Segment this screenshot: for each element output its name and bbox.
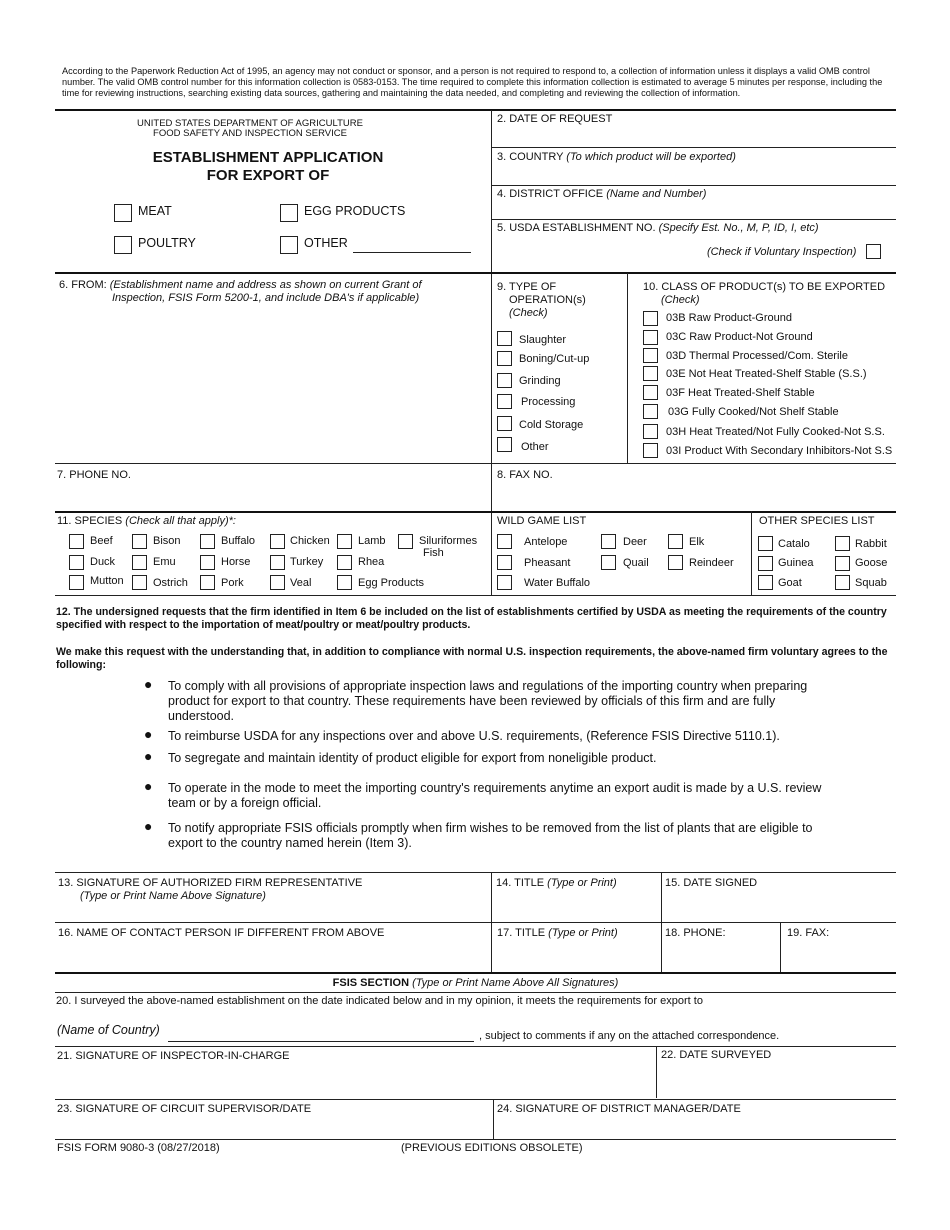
divider-23-24 <box>493 1099 494 1139</box>
divider-18-19 <box>780 922 781 972</box>
wild-pheasant-label: Pheasant <box>524 557 571 569</box>
species-buffalo-label: Buffalo <box>221 535 256 547</box>
rule-2 <box>491 147 896 148</box>
rule-13 <box>55 872 896 873</box>
rule-bottom <box>55 1139 896 1140</box>
page-title: ESTABLISHMENT APPLICATION FOR EXPORT OF <box>152 149 384 184</box>
species-duck-checkbox[interactable] <box>69 555 84 570</box>
species-siluriformes-label: Siluriformes <box>419 535 478 547</box>
date-surveyed-label: 22. DATE SURVEYED <box>661 1049 772 1061</box>
rule-4 <box>491 219 896 220</box>
agency-name: UNITED STATES DEPARTMENT OF AGRICULTURE FOOD SAFETY AND INSPECTION SERVICE <box>137 118 363 139</box>
product-class-heading: 10. CLASS OF PRODUCT(s) TO BE EXPORTED (Check) <box>643 281 886 306</box>
operation-heading: 9. TYPE OF OPERATION(s) (Check) <box>497 281 586 319</box>
rule-7 <box>55 463 896 464</box>
class-03d-checkbox[interactable] <box>643 348 658 363</box>
species-lamb-checkbox[interactable] <box>337 534 352 549</box>
other-catalo-label: Catalo <box>778 538 810 550</box>
class-03c-label: 03C Raw Product-Not Ground <box>666 331 813 343</box>
establishment-no-label: 5. USDA ESTABLISHMENT NO. (Specify Est. No., M, P, ID, I, etc) <box>497 222 819 234</box>
other-goat-label: Goat <box>778 577 802 589</box>
wild-game-heading: WILD GAME LIST <box>497 515 587 527</box>
other-catalo-checkbox[interactable] <box>758 536 773 551</box>
circuit-supervisor-label: 23. SIGNATURE OF CIRCUIT SUPERVISOR/DATE <box>57 1103 312 1115</box>
divider-21-22 <box>656 1046 657 1098</box>
other-rabbit-checkbox[interactable] <box>835 536 850 551</box>
title-17-label: 17. TITLE (Type or Print) <box>497 927 618 939</box>
rule-21 <box>55 1046 896 1047</box>
poultry-checkbox[interactable] <box>114 236 132 254</box>
species-bison-label: Bison <box>153 535 181 547</box>
divider-9-10 <box>627 273 628 463</box>
species-chicken-label: Chicken <box>290 535 330 547</box>
bullet-5: ● To notify appropriate FSIS officials promptly when firm wishes to be removed from the list of plants that are eligible to export to the country named herein (Item 3). <box>144 818 813 850</box>
species-horse-label: Horse <box>221 556 251 568</box>
class-03h-label: 03H Heat Treated/Not Fully Cooked-Not S.S. <box>666 426 885 438</box>
species-duck-label: Duck <box>90 556 116 568</box>
species-emu-checkbox[interactable] <box>132 555 147 570</box>
divider-7-8 <box>491 463 492 595</box>
op-grinding-label: Grinding <box>519 375 561 387</box>
statement-12: 12. The undersigned requests that the firm identified in Item 6 be included on the list of establishments certified by USDA as meeting the requirements of the country specified with respect to the importation of meat/poultry or meat/poultry products. <box>56 606 887 631</box>
class-03e-label: 03E Not Heat Treated-Shelf Stable (S.S.) <box>666 368 867 380</box>
class-03h-checkbox[interactable] <box>643 424 658 439</box>
species-beef-label: Beef <box>90 535 113 547</box>
species-lamb-label: Lamb <box>358 535 386 547</box>
phone-18-label: 18. PHONE: <box>665 927 726 939</box>
species-emu-label: Emu <box>153 556 176 568</box>
bullet-icon: ● <box>144 778 153 794</box>
form-number: FSIS FORM 9080-3 (08/27/2018) <box>57 1142 220 1154</box>
fsis-section-heading: FSIS SECTION (Type or Print Name Above All Signatures) <box>332 977 619 989</box>
bullet-icon: ● <box>144 676 153 692</box>
rule-20 <box>55 992 896 993</box>
rule-23 <box>55 1099 896 1100</box>
other-guinea-checkbox[interactable] <box>758 556 773 571</box>
species-egg-products-checkbox[interactable] <box>337 575 352 590</box>
class-03f-label: 03F Heat Treated-Shelf Stable <box>666 387 815 399</box>
top-rule <box>55 109 896 111</box>
other-squab-label: Squab <box>855 577 887 589</box>
bullet-icon: ● <box>144 748 153 764</box>
species-buffalo-checkbox[interactable] <box>200 534 215 549</box>
species-veal-label: Veal <box>290 577 312 589</box>
from-note: Inspection, FSIS Form 5200-1, and include DBA's if applicable) <box>112 292 420 304</box>
class-03g-checkbox[interactable] <box>643 404 658 419</box>
species-beef-checkbox[interactable] <box>69 534 84 549</box>
species-bison-checkbox[interactable] <box>132 534 147 549</box>
rule-end-species <box>55 595 896 596</box>
fax-19-label: 19. FAX: <box>787 927 830 939</box>
species-ostrich-checkbox[interactable] <box>132 575 147 590</box>
op-boning-checkbox[interactable] <box>497 351 512 366</box>
wild-elk-label: Elk <box>689 536 705 548</box>
op-processing-label: Processing <box>521 396 576 408</box>
wild-deer-checkbox[interactable] <box>601 534 616 549</box>
op-processing-checkbox[interactable] <box>497 394 512 409</box>
center-divider <box>491 110 492 467</box>
authorized-signature-label: 13. SIGNATURE OF AUTHORIZED FIRM REPRESENTATIVE <box>58 877 363 889</box>
species-rhea-label: Rhea <box>358 556 385 568</box>
op-other-checkbox[interactable] <box>497 437 512 452</box>
bullet-4: ● To operate in the mode to meet the importing country's requirements anytime an export audit is made by a U.S. review team or by a foreign official. <box>144 778 822 810</box>
class-03b-checkbox[interactable] <box>643 311 658 326</box>
wild-water-buffalo-label: Water Buffalo <box>524 577 591 589</box>
contact-person-label: 16. NAME OF CONTACT PERSON IF DIFFERENT FROM ABOVE <box>58 927 385 939</box>
rule-species <box>55 511 896 513</box>
class-03g-label: 03G Fully Cooked/Not Shelf Stable <box>668 406 839 418</box>
op-cold-storage-label: Cold Storage <box>519 419 584 431</box>
from-label: 6. FROM: (Establishment name and address as shown on current Grant of <box>59 279 422 291</box>
title-14-label: 14. TITLE (Type or Print) <box>496 877 617 889</box>
wild-antelope-label: Antelope <box>524 536 568 548</box>
bullet-icon: ● <box>144 818 153 834</box>
op-slaughter-checkbox[interactable] <box>497 331 512 346</box>
species-ostrich-label: Ostrich <box>153 577 188 589</box>
wild-reindeer-label: Reindeer <box>689 557 734 569</box>
species-siluriformes-checkbox[interactable] <box>398 534 413 549</box>
poultry-label: POULTRY <box>138 236 196 250</box>
species-fish-label: Fish <box>423 547 444 559</box>
statement-agree: We make this request with the understanding that, in addition to compliance with normal U.S. inspection requirements, the above-named firm voluntary agrees to the following: <box>56 646 888 671</box>
wild-water-buffalo-checkbox[interactable] <box>497 575 512 590</box>
wild-quail-checkbox[interactable] <box>601 555 616 570</box>
species-turkey-label: Turkey <box>290 556 324 568</box>
species-pork-checkbox[interactable] <box>200 575 215 590</box>
country-label: 3. COUNTRY (To which product will be exported) <box>497 151 736 163</box>
inspector-signature-label: 21. SIGNATURE OF INSPECTOR-IN-CHARGE <box>57 1050 290 1062</box>
country-suffix: , subject to comments if any on the attached correspondence. <box>479 1030 780 1042</box>
other-specify-line[interactable] <box>353 252 471 253</box>
op-slaughter-label: Slaughter <box>519 334 567 346</box>
bullet-1: ● To comply with all provisions of appropriate inspection laws and regulations of the importing country when preparing product for export to that country. These requirements have been reviewed by officials of this firm and are fully understood. <box>144 676 808 723</box>
class-03e-checkbox[interactable] <box>643 366 658 381</box>
other-goat-checkbox[interactable] <box>758 575 773 590</box>
wild-reindeer-checkbox[interactable] <box>668 555 683 570</box>
other-label: OTHER <box>304 236 348 250</box>
bullet-3: ● To segregate and maintain identity of product eligible for export from noneligible product. <box>144 748 657 765</box>
species-chicken-checkbox[interactable] <box>270 534 285 549</box>
egg-products-label: EGG PRODUCTS <box>304 204 406 218</box>
class-03i-checkbox[interactable] <box>643 443 658 458</box>
district-office-label: 4. DISTRICT OFFICE (Name and Number) <box>497 188 707 200</box>
voluntary-inspection-checkbox[interactable] <box>866 244 881 259</box>
class-03d-label: 03D Thermal Processed/Com. Sterile <box>666 350 848 362</box>
voluntary-inspection-label: (Check if Voluntary Inspection) <box>707 246 857 258</box>
class-03c-checkbox[interactable] <box>643 330 658 345</box>
species-egg-products-label: Egg Products <box>358 577 425 589</box>
class-03b-label: 03B Raw Product-Ground <box>666 312 792 324</box>
wild-antelope-checkbox[interactable] <box>497 534 512 549</box>
species-rhea-checkbox[interactable] <box>337 555 352 570</box>
other-species-heading: OTHER SPECIES LIST <box>759 515 875 527</box>
species-turkey-checkbox[interactable] <box>270 555 285 570</box>
species-heading: 11. SPECIES (Check all that apply)*: <box>57 515 236 527</box>
phone-label: 7. PHONE NO. <box>57 469 131 481</box>
district-manager-label: 24. SIGNATURE OF DISTRICT MANAGER/DATE <box>497 1103 741 1115</box>
class-03f-checkbox[interactable] <box>643 385 658 400</box>
rule-3 <box>491 185 896 186</box>
date-of-request-label: 2. DATE OF REQUEST <box>497 113 613 125</box>
wild-elk-checkbox[interactable] <box>668 534 683 549</box>
species-pork-label: Pork <box>221 577 244 589</box>
other-goose-label: Goose <box>855 557 888 569</box>
name-of-country-label: (Name of Country) <box>57 1023 160 1037</box>
authorized-signature-note: (Type or Print Name Above Signature) <box>80 890 266 902</box>
other-squab-checkbox[interactable] <box>835 575 850 590</box>
other-guinea-label: Guinea <box>778 557 814 569</box>
meat-checkbox[interactable] <box>114 204 132 222</box>
date-signed-label: 15. DATE SIGNED <box>665 877 758 889</box>
rule-section-1 <box>55 272 896 274</box>
divider-other-species <box>751 511 752 595</box>
class-03i-label: 03I Product With Secondary Inhibitors-Not S.S <box>666 445 893 457</box>
rule-16 <box>55 922 896 923</box>
country-name-line[interactable] <box>168 1041 474 1042</box>
op-other-label: Other <box>521 441 549 453</box>
other-goose-checkbox[interactable] <box>835 556 850 571</box>
species-horse-checkbox[interactable] <box>200 555 215 570</box>
op-boning-label: Boning/Cut-up <box>519 353 590 365</box>
previous-editions-note: (PREVIOUS EDITIONS OBSOLETE) <box>401 1142 583 1154</box>
bullet-2: ● To reimburse USDA for any inspections over and above U.S. requirements, (Reference FSIS Directive 5110.1). <box>144 726 780 743</box>
paperwork-notice: According to the Paperwork Reduction Act of 1995, an agency may not conduct or sponsor, and a person is not required to respond to, a collection of information unless it displays a valid OMB control number. The valid OMB control number for this information collection is 0583-0153. The time required to complete this information collection is estimated to average 5 minutes per response, including the time for reviewing instructions, searching existing data sources, gathering and maintaining the data needed, and completing and reviewing the collection of information. <box>62 66 883 98</box>
other-rabbit-label: Rabbit <box>855 538 887 550</box>
wild-quail-label: Quail <box>623 557 649 569</box>
species-mutton-label: Mutton <box>90 575 124 587</box>
survey-statement: 20. I surveyed the above-named establishment on the date indicated below and in my opinion, it meets the requirements for export to <box>56 995 703 1007</box>
other-checkbox[interactable] <box>280 236 298 254</box>
meat-label: MEAT <box>138 204 172 218</box>
fax-label: 8. FAX NO. <box>497 469 553 481</box>
wild-pheasant-checkbox[interactable] <box>497 555 512 570</box>
op-grinding-checkbox[interactable] <box>497 373 512 388</box>
wild-deer-label: Deer <box>623 536 647 548</box>
egg-products-checkbox[interactable] <box>280 204 298 222</box>
op-cold-storage-checkbox[interactable] <box>497 416 512 431</box>
rule-fsis <box>55 972 896 974</box>
bullet-icon: ● <box>144 726 153 742</box>
species-mutton-checkbox[interactable] <box>69 575 84 590</box>
species-veal-checkbox[interactable] <box>270 575 285 590</box>
